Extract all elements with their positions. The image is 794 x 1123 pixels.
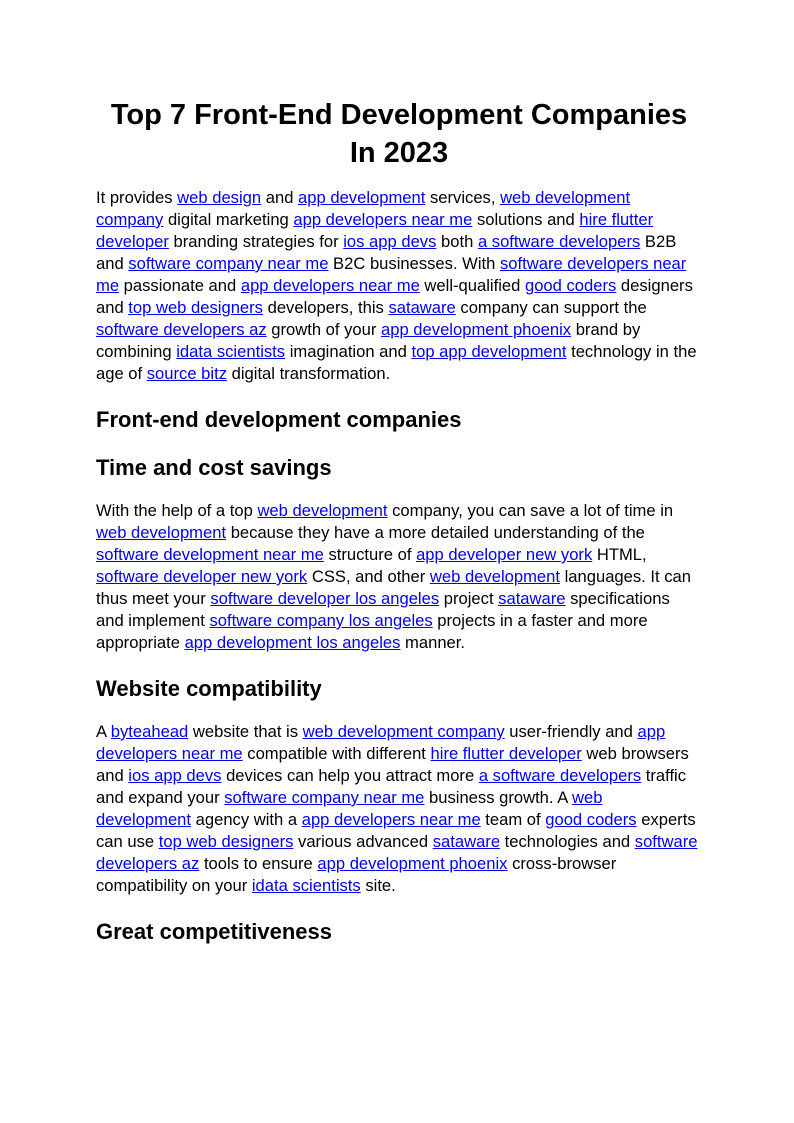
inline-link[interactable]: app development xyxy=(298,188,426,207)
body-text: company can support the xyxy=(455,298,647,317)
body-text: both xyxy=(436,232,478,251)
inline-link[interactable]: app developers near me xyxy=(240,276,420,295)
inline-link[interactable]: software development near me xyxy=(96,545,324,564)
inline-link[interactable]: software developers az xyxy=(96,320,267,339)
body-text: designers and xyxy=(96,276,693,317)
inline-link[interactable]: ios app devs xyxy=(128,766,222,785)
body-text: A xyxy=(96,722,111,741)
body-text: user-friendly and xyxy=(504,722,638,741)
inline-link[interactable]: app developers near me xyxy=(301,810,481,829)
body-text: experts can use xyxy=(96,810,696,851)
body-text: imagination and xyxy=(285,342,412,361)
body-text: branding strategies for xyxy=(168,232,344,251)
website-compatibility-paragraph xyxy=(96,721,702,897)
body-text: solutions and xyxy=(472,210,580,229)
inline-link[interactable]: top web designers xyxy=(158,832,294,851)
inline-link[interactable]: software company near me xyxy=(224,788,425,807)
inline-link[interactable]: sataware xyxy=(388,298,456,317)
body-text: B2B and xyxy=(96,232,677,273)
body-text: With the help of a top xyxy=(96,501,258,520)
body-text: languages. It can thus meet your xyxy=(96,567,691,608)
inline-link[interactable]: hire flutter developer xyxy=(96,210,654,251)
inline-link[interactable]: source bitz xyxy=(146,364,227,383)
inline-link[interactable]: software developer los angeles xyxy=(210,589,440,608)
body-text: agency with a xyxy=(191,810,302,829)
page-title: Top 7 Front-End Development Companies In 2023 xyxy=(110,99,688,169)
inline-link[interactable]: app development phoenix xyxy=(317,854,508,873)
body-text: CSS, and other xyxy=(307,567,430,586)
inline-link[interactable]: app developers near me xyxy=(293,210,473,229)
body-text: structure of xyxy=(323,545,417,564)
body-text: It provides xyxy=(96,188,178,207)
body-text: cross-browser compatibility on your xyxy=(96,854,617,895)
inline-link[interactable]: a software developers xyxy=(478,766,642,785)
body-text: compatible with different xyxy=(242,744,431,763)
inline-link[interactable]: a software developers xyxy=(477,232,641,251)
inline-link[interactable]: good coders xyxy=(524,276,617,295)
inline-link[interactable]: web development xyxy=(257,501,388,520)
inline-link[interactable]: top app development xyxy=(411,342,567,361)
inline-link[interactable]: top web designers xyxy=(128,298,263,317)
inline-link[interactable]: web development xyxy=(96,788,603,829)
heading-front-end-companies: Front-end development companies xyxy=(96,407,462,432)
body-text: web browsers and xyxy=(96,744,689,785)
inline-link[interactable]: idata scientists xyxy=(176,342,286,361)
body-text: technology in the age of xyxy=(96,342,697,383)
body-text: specifications and implement xyxy=(96,589,670,630)
body-text: digital transformation. xyxy=(227,364,391,383)
body-text: website that is xyxy=(188,722,303,741)
body-text: traffic and expand your xyxy=(96,766,687,807)
body-text: well-qualified xyxy=(419,276,525,295)
body-text: passionate and xyxy=(119,276,241,295)
body-text: manner. xyxy=(400,633,466,652)
inline-link[interactable]: sataware xyxy=(498,589,566,608)
body-text: growth of your xyxy=(266,320,382,339)
inline-link[interactable]: software company near me xyxy=(128,254,329,273)
body-text: devices can help you attract more xyxy=(221,766,479,785)
inline-link[interactable]: good coders xyxy=(545,810,637,829)
heading-time-cost-savings: Time and cost savings xyxy=(96,455,332,480)
inline-link[interactable]: app developers near me xyxy=(96,722,666,763)
body-text: company, you can save a lot of time in xyxy=(387,501,674,520)
inline-link[interactable]: app development phoenix xyxy=(381,320,572,339)
body-text: various advanced xyxy=(293,832,433,851)
inline-link[interactable]: web development company xyxy=(302,722,505,741)
document-page xyxy=(96,96,702,947)
inline-link[interactable]: web development xyxy=(429,567,560,586)
time-cost-paragraph xyxy=(96,500,702,654)
body-text: projects in a faster and more appropriate xyxy=(96,611,648,652)
heading-website-compatibility: Website compatibility xyxy=(96,676,322,701)
body-text: because they have a more detailed understanding of the xyxy=(226,523,645,542)
inline-link[interactable]: ios app devs xyxy=(343,232,437,251)
inline-link[interactable]: app developer new york xyxy=(416,545,593,564)
inline-link[interactable]: software developer new york xyxy=(96,567,308,586)
inline-link[interactable]: web design xyxy=(177,188,262,207)
body-text: B2C businesses. With xyxy=(328,254,500,273)
inline-link[interactable]: software company los angeles xyxy=(209,611,433,630)
heading-great-competitiveness: Great competitiveness xyxy=(96,919,332,944)
inline-link[interactable]: software developers near me xyxy=(96,254,687,295)
body-text: team of xyxy=(480,810,546,829)
inline-link[interactable]: app development los angeles xyxy=(184,633,401,652)
body-text: digital marketing xyxy=(163,210,294,229)
inline-link[interactable]: software developers az xyxy=(96,832,698,873)
intro-paragraph xyxy=(96,187,702,385)
body-text: project xyxy=(439,589,499,608)
inline-link[interactable]: web development xyxy=(96,523,227,542)
body-text: developers, this xyxy=(262,298,389,317)
body-text: and xyxy=(261,188,299,207)
body-text: services, xyxy=(425,188,501,207)
body-text: business growth. A xyxy=(424,788,572,807)
inline-link[interactable]: byteahead xyxy=(110,722,189,741)
body-text: HTML, xyxy=(592,545,647,564)
body-text: technologies and xyxy=(500,832,635,851)
inline-link[interactable]: idata scientists xyxy=(251,876,361,895)
body-text: brand by combining xyxy=(96,320,641,361)
body-text: tools to ensure xyxy=(199,854,318,873)
body-text: site. xyxy=(360,876,396,895)
inline-link[interactable]: sataware xyxy=(432,832,501,851)
inline-link[interactable]: hire flutter developer xyxy=(430,744,582,763)
inline-link[interactable]: web development company xyxy=(96,188,631,229)
